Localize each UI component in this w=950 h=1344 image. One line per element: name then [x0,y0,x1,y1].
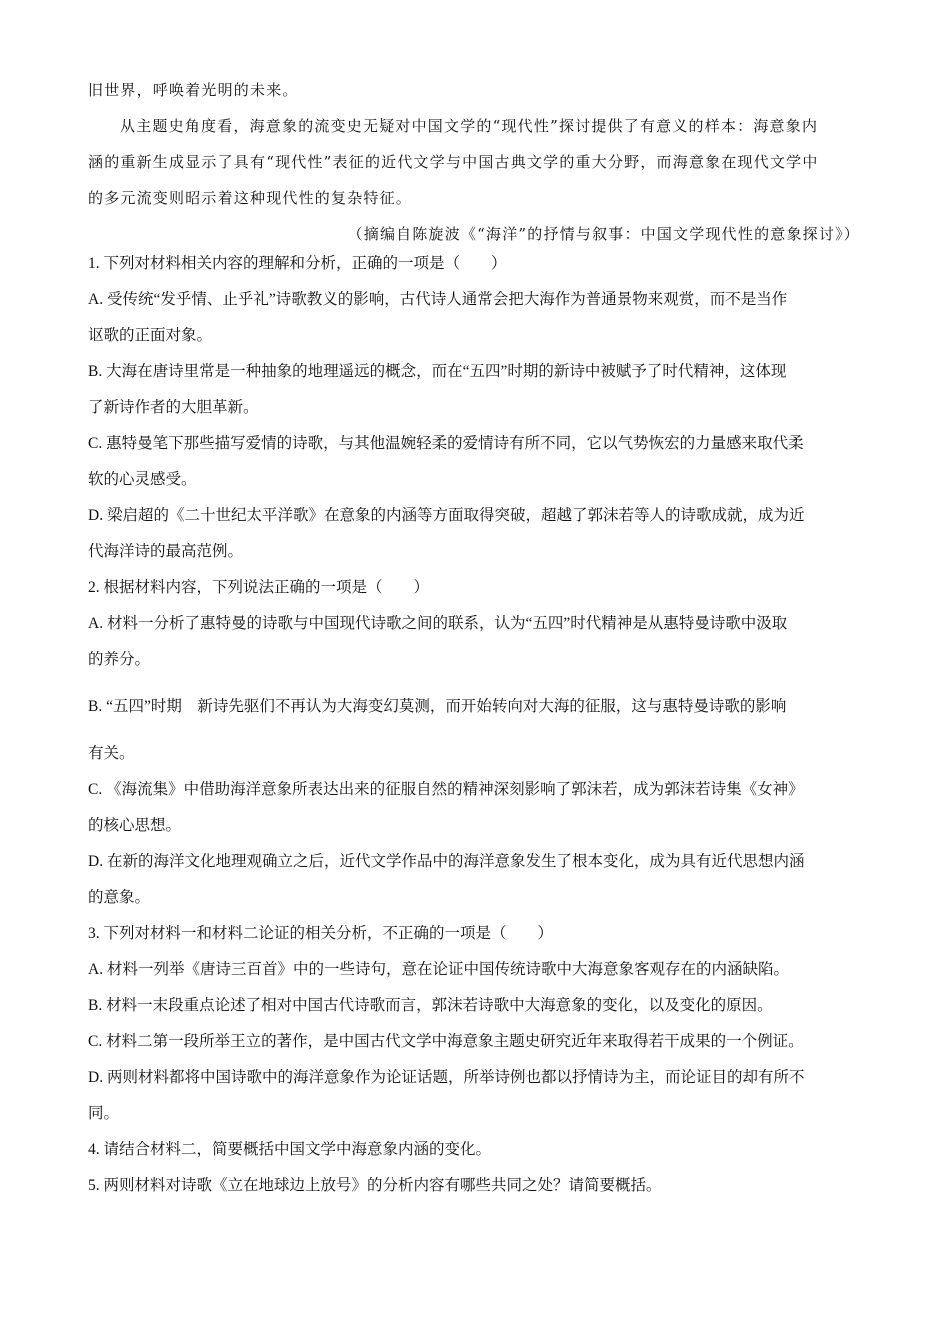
option-c: C. 材料二第一段所举王立的著作，是中国古代文学中海意象主题史研究近年来取得若干成果的一个例证。 [88,1033,804,1050]
question-2 [88,576,860,910]
option-a-cont: 的养分。 [88,651,151,668]
question-5: 5. 两则材料对诗歌《立在地球边上放号》的分析内容有哪些共同之处？请简要概括。 [88,1177,662,1194]
passage-line: 涵的重新生成显示了具有“现代性”表征的近代文学与中国古典文学的重大分野，而海意象在现代文学中 [88,153,819,171]
question-stem: 1. 下列对材料相关内容的理解和分析，正确的一项是（ ） [88,255,507,272]
question-4: 4. 请结合材料二，简要概括中国文学中海意象内涵的变化。 [88,1141,492,1158]
passage-line: 的多元流变则昭示着这种现代性的复杂特征。 [88,189,413,207]
question-stem: 2. 根据材料内容，下列说法正确的一项是（ ） [88,579,430,596]
option-d-cont: 代海洋诗的最高范例。 [88,543,244,560]
option-b: B. “五四”时期 新诗先驱们不再认为大海变幻莫测，而开始转向对大海的征服，这与惠特曼诗歌的影响 [88,698,787,715]
option-d: D. 在新的海洋文化地理观确立之后，近代文学作品中的海洋意象发生了根本变化，成为具有近代思想内涵 [88,853,805,870]
option-c: C. 惠特曼笔下那些描写爱情的诗歌，与其他温婉轻柔的爱情诗有所不同，它以气势恢宏的力量感来取代柔 [88,435,804,452]
passage-line: 从主题史角度看，海意象的流变史无疑对中国文学的“现代性”探讨提供了有意义的样本：海意象内 [120,117,819,135]
option-a-cont: 讴歌的正面对象。 [88,327,213,344]
question-stem: 3. 下列对材料一和材料二论证的相关分析，不正确的一项是（ ） [88,925,554,942]
option-d: D. 两则材料都将中国诗歌中的海洋意象作为论证话题，所举诗例也都以抒情诗为主，而论证目的却有所不 [88,1069,805,1086]
option-a: A. 材料一分析了惠特曼的诗歌与中国现代诗歌之间的联系，认为“五四”时代精神是从惠特曼诗歌中汲取 [88,615,788,632]
option-a: A. 受传统“发乎情、止乎礼”诗歌教义的影响，古代诗人通常会把大海作为普通景物来观赏，而不是当作 [88,291,788,308]
option-c: C. 《海流集》中借助海洋意象所表达出来的征服自然的精神深刻影响了郭沫若，成为郭沫若诗集《女神》 [88,781,804,798]
option-c-cont: 软的心灵感受。 [88,471,197,488]
option-c-cont: 的核心思想。 [88,817,182,834]
option-b-cont: 了新诗作者的大胆革新。 [88,399,259,416]
option-b: B. 材料一末段重点论述了相对中国古代诗歌而言，郭沫若诗歌中大海意象的变化，以及变化的原因。 [88,997,773,1014]
passage-line: 旧世界，呼唤着光明的未来。 [88,81,299,99]
option-d-cont: 同。 [88,1105,120,1122]
option-b: B. 大海在唐诗里常是一种抽象的地理遥远的概念，而在“五四”时期的新诗中被赋予了时代精神，这体现 [88,363,787,380]
option-b-cont: 有关。 [88,745,135,762]
document-page [88,78,860,1198]
option-d-cont: 的意象。 [88,889,151,906]
source-citation: （摘编自陈旋波《“海洋”的抒情与叙事：中国文学现代性的意象探讨》） [347,225,860,243]
question-1 [88,252,860,564]
question-3 [88,922,860,1126]
option-a: A. 材料一列举《唐诗三百首》中的一些诗句，意在论证中国传统诗歌中大海意象客观存在的内涵缺陷。 [88,961,789,978]
option-d: D. 梁启超的《二十世纪太平洋歌》在意象的内涵等方面取得突破，超越了郭沫若等人的诗歌成就，成为近 [88,507,805,524]
